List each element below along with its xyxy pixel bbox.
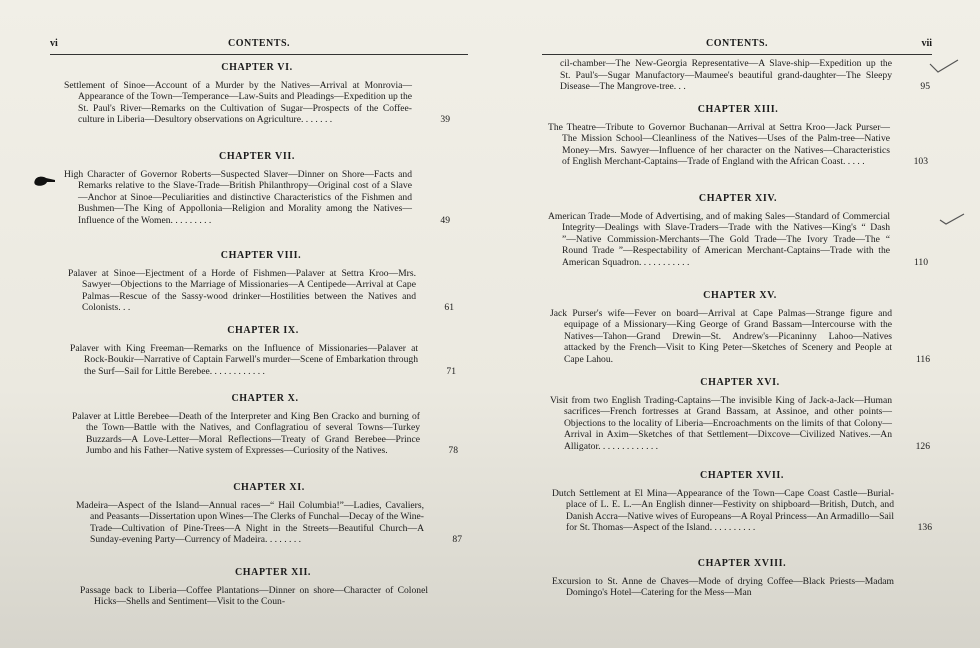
chapter-summary — [550, 308, 930, 366]
chapter-summary-text: cil-chamber—The New-Georgia Representative—A Slave-ship—Expedition up the St. Paul's—Sugar Manufactory—Maumee's beautiful grand-daughter—The Sleepy Disease—The Mangrove-tree. . . — [560, 58, 892, 93]
pointing-hand-icon — [34, 174, 56, 188]
chapter-heading: CHAPTER IX. — [227, 325, 299, 336]
chapter-summary — [548, 122, 928, 168]
chapter-heading: CHAPTER XV. — [703, 290, 777, 301]
chapter-page-number: 71 — [446, 365, 456, 377]
left-page — [50, 0, 468, 648]
left-page-number: vi — [50, 38, 58, 49]
chapter-heading: CHAPTER XI. — [233, 482, 305, 493]
chapter-ix — [70, 325, 456, 377]
chapter-summary — [64, 169, 450, 227]
chapter-summary-text: Visit from two English Trading-Captains—The invisible King of Jack-a-Jack—Human sacrifices—French fortresses at Grand Bassam, at Assinoe, and other points—Objections to the locality of Liberia—Encroachments on the limits of that Colony—Arrival in Axim—Sketches of that Settlement—Dixcove—Civilized Natives.—An Alligator. . . . . . . . . . . . . — [550, 394, 892, 452]
chapter-page-number: 61 — [444, 302, 454, 314]
chapter-heading: CHAPTER XVI. — [700, 377, 780, 388]
right-running-title: CONTENTS. — [705, 38, 768, 49]
chapter-page-number: 78 — [448, 445, 458, 457]
right-running-header — [542, 38, 932, 55]
pencil-check-mark-icon — [938, 212, 966, 226]
chapter-page-number: 103 — [913, 156, 928, 168]
chapter-page-number: 126 — [915, 440, 930, 452]
chapter-summary-text: Madeira—Aspect of the Island—Annual races—“ Hail Columbia!”—Ladies, Cavaliers, and Peasants—Dissertation upon Wines—The Clerks of Funchal—Decay of the Wine-Trade—Cultivation of Pine-Trees—A Night in the Streets—Beautiful Church—A Sunday-evening Party—Currency of Madeira. . . . . . . . — [76, 499, 424, 546]
chapter-heading: CHAPTER XII. — [234, 567, 312, 578]
chapter-page-number: 95 — [920, 81, 930, 93]
chapter-summary — [64, 80, 450, 126]
chapter-xvi — [550, 377, 930, 453]
chapter-heading: CHAPTER VII. — [219, 151, 295, 162]
chapter-heading: CHAPTER XIV. — [698, 193, 778, 204]
chapter-summary-text: Palaver at Little Berebee—Death of the Interpreter and King Ben Cracko and burning of the Town—Battle with the Natives, and Conflagratiou of several Towns—Turkey Buzzards—A Love-Letter—Moral Reflections—Treaty of Grand Berebee—Prince Jumbo and his Father—Native system of Expresses—Curiosity of the Natives. — [72, 410, 420, 457]
chapter-summary — [76, 500, 462, 546]
chapter-page-number: 49 — [440, 214, 450, 226]
chapter-page-number: 39 — [440, 114, 450, 126]
chapter-summary-text: Passage back to Liberia—Coffee Plantations—Dinner on shore—Character of Colonel Hicks—Shells and Sentiment—Visit to the Coun- — [80, 584, 428, 608]
chapter-summary — [70, 343, 456, 378]
chapter-xvii — [552, 470, 932, 534]
chapter-vii — [64, 151, 450, 227]
chapter-x — [72, 393, 458, 457]
chapter-summary-text: Dutch Settlement at El Mina—Appearance of the Town—Cape Coast Castle—Burial-place of L. E. L.—An English dinner—Festivity on shipboard—British, Dutch, and Danish Accra—Native wives of Europeans—A Royal Princess—An Armadillo—Sail for St. Thomas—Aspect of the Island. . . . . . . . . . — [552, 487, 894, 534]
chapter-summary — [552, 488, 932, 534]
chapter-xviii — [552, 558, 932, 599]
chapter-summary-text: Excursion to St. Anne de Chaves—Mode of drying Coffee—Black Priests—Madam Domingo's Hotel—Catering for the Mess—Man — [552, 575, 894, 599]
chapter-summary-text: American Trade—Mode of Advertising, and of making Sales—Standard of Commercial Integrity—Dealings with Slave-Traders—Trade with the Natives—King's “ Dash ”—Native Commission-Merchants—The Gold Trade—The Ivory Trade—The “ Round Trade ”—Respectability of American Merchant-Captains—Trade with the American Squadron. . . . . . . . . . . — [548, 210, 890, 268]
chapter-page-number: 136 — [917, 522, 932, 534]
chapter-page-number: 110 — [913, 256, 928, 268]
chapter-summary — [550, 395, 930, 453]
chapter-vi — [64, 62, 450, 126]
chapter-summary-text: Palaver at Sinoe—Ejectment of a Horde of Fishmen—Palaver at Settra Kroo—Mrs. Sawyer—Objections to the Marriage of Missionaries—A Centipede—Arrival at Cape Palmas—Rescue of the Sassy-wood drinker—Hostilities between the Natives and Colonists. . . — [68, 267, 416, 314]
chapter-heading: CHAPTER VI. — [221, 62, 293, 73]
right-page — [542, 0, 932, 648]
chapter-summary — [548, 211, 928, 269]
chapter-xv — [550, 290, 930, 366]
chapter-summary — [72, 411, 458, 457]
chapter-heading: CHAPTER XIII. — [697, 104, 779, 115]
chapter-summary-text: The Theatre—Tribute to Governor Buchanan—Arrival at Settra Kroo—Jack Purser—The Mission School—Cleanliness of the Natives—Uses of the Palm-tree—Native Money—Mrs. Sawyer—Influence of her character on the Natives—Characteristics of English Merchant-Captains—Trade of England with the African Coast. . . . . — [548, 121, 890, 168]
chapter-xiv — [548, 193, 928, 269]
chapter-summary — [80, 585, 466, 608]
right-page-number: vii — [921, 38, 932, 49]
chapter-page-number: 87 — [452, 534, 462, 546]
chapter-summary-text: Jack Purser's wife—Fever on board—Arrival at Cape Palmas—Strange figure and equipage of a Missionary—King George of Grand Bassam—Intercourse with the Natives—Tahon—Grand Drewin—St. Andrew's—Picaninny Lahoo—Natives attacked by the French—Visit to King Peter—Sketches of Scenery and People at Cape Lahou. — [550, 307, 892, 365]
pencil-check-mark-icon — [926, 58, 962, 76]
chapter-page-number: 116 — [915, 353, 930, 365]
chapter-summary-text: High Character of Governor Roberts—Suspected Slaver—Dinner on Shore—Facts and Remarks relative to the Slave-Trade—British Philanthropy—Original cost of a Slave—Anchor at Sinoe—Peculiarities and distinctive Characteristics of the Fishmen and Bushmen—The King of Appollonia—Religion and Morality among the Natives—Influence of the Women. . . . . . . . . — [64, 168, 412, 226]
left-running-header — [50, 38, 468, 55]
chapter-xiii — [548, 104, 928, 168]
chapter-heading: CHAPTER VIII. — [220, 250, 302, 261]
chapter-summary-text: Palaver with King Freeman—Remarks on the Influence of Missionaries—Palaver at Rock-Boukir—Narrative of Captain Farwell's murder—Scene of Embarkation through the Surf—Sail for Little Berebee. . . . . . . . . . . . — [70, 342, 418, 377]
chapter-summary — [68, 268, 454, 314]
chapter-xii — [80, 567, 466, 608]
chapter-xi — [76, 482, 462, 546]
chapter-summary — [560, 58, 930, 93]
chapter-viii — [68, 250, 454, 314]
left-running-title: CONTENTS. — [227, 38, 290, 49]
chapter-xii-continued — [560, 58, 930, 93]
chapter-summary — [552, 576, 932, 599]
chapter-heading: CHAPTER XVIII. — [697, 558, 787, 569]
chapter-summary-text: Settlement of Sinoe—Account of a Murder by the Natives—Arrival at Monrovia—Appearance of the Town—Temperance—Law-Suits and Pleadings—Expedition up the St. Paul's River—Remarks on the Cultivation of Sugar—Prospects of the Coffee-culture in Liberia—Desultory observations on Agriculture. . . . . . . — [64, 79, 412, 126]
chapter-heading: CHAPTER XVII. — [700, 470, 784, 481]
chapter-heading: CHAPTER X. — [231, 393, 299, 404]
